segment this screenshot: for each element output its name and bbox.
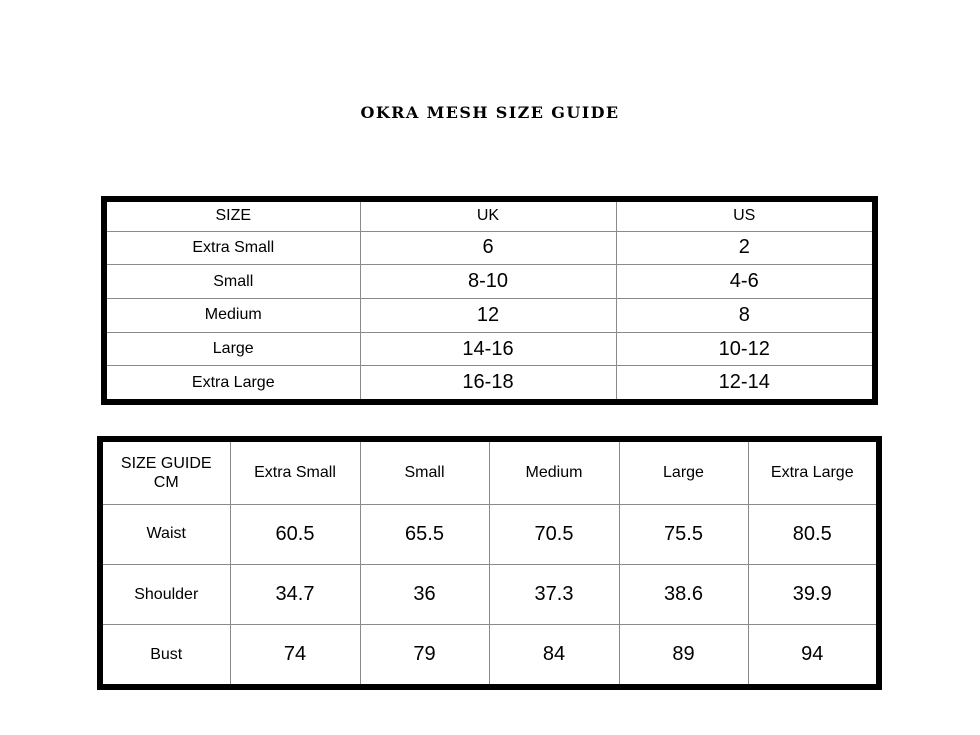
size-label-cell: Large [107,332,360,366]
column-header: Small [360,442,489,504]
table-row [107,298,872,332]
us-size-cell: 8 [616,298,872,332]
table-row [107,231,872,265]
us-size-cell: 12-14 [616,366,872,399]
measurement-value-cell: 60.5 [230,504,360,564]
measurement-label-cell: Bust [103,625,230,684]
measurement-value-cell: 65.5 [360,504,489,564]
uk-size-cell: 6 [360,231,616,265]
measurement-value-cell: 79 [360,625,489,684]
size-label-cell: Medium [107,298,360,332]
table-row [103,625,876,684]
measurement-value-cell: 84 [489,625,619,684]
measurement-value-cell: 80.5 [748,504,876,564]
size-label-cell: Extra Large [107,366,360,399]
measurement-value-cell: 36 [360,564,489,624]
measurement-value-cell: 38.6 [619,564,748,624]
us-size-cell: 4-6 [616,265,872,299]
measurement-value-cell: 75.5 [619,504,748,564]
measurement-value-cell: 70.5 [489,504,619,564]
column-header: UK [360,202,616,231]
us-size-cell: 10-12 [616,332,872,366]
column-header: Extra Large [748,442,876,504]
table-row [103,504,876,564]
size-label-cell: Small [107,265,360,299]
measurement-value-cell: 94 [748,625,876,684]
column-header: US [616,202,872,231]
table-row [103,564,876,624]
measurement-value-cell: 89 [619,625,748,684]
uk-size-cell: 14-16 [360,332,616,366]
measurement-label-cell: Shoulder [103,564,230,624]
uk-size-cell: 16-18 [360,366,616,399]
measurement-value-cell: 37.3 [489,564,619,624]
table-header-row [103,442,876,504]
corner-header [103,442,230,504]
us-size-cell: 2 [616,231,872,265]
uk-size-cell: 12 [360,298,616,332]
size-label-cell: Extra Small [107,231,360,265]
measurement-label-cell: Waist [103,504,230,564]
column-header: Large [619,442,748,504]
uk-us-size-table [101,196,878,405]
table-row [107,332,872,366]
measurement-value-cell: 39.9 [748,564,876,624]
measurement-value-cell: 34.7 [230,564,360,624]
column-header: Extra Small [230,442,360,504]
cm-measurement-table [97,436,882,690]
column-header: SIZE [107,202,360,231]
measurement-value-cell: 74 [230,625,360,684]
corner-header-line: SIZE GUIDE [120,454,212,472]
table-row [107,366,872,399]
table-header-row [107,202,872,231]
column-header: Medium [489,442,619,504]
page-title: OKRA MESH SIZE GUIDE [360,103,620,122]
table-row [107,265,872,299]
corner-header-unit: CM [153,473,179,491]
uk-size-cell: 8-10 [360,265,616,299]
